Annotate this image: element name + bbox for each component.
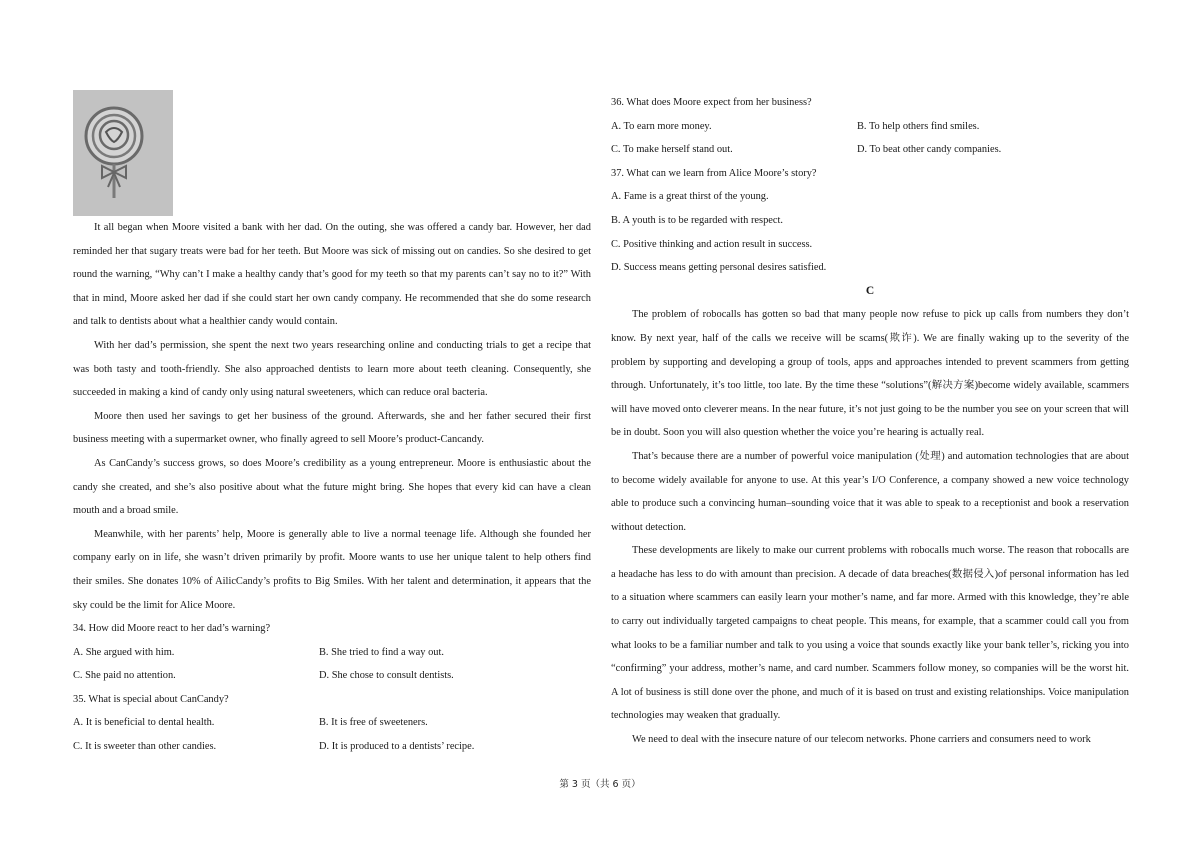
option-b: B. She tried to find a way out. — [319, 646, 444, 658]
option-a: A. To earn more money. — [611, 120, 712, 132]
question-34-options-row-1 — [73, 641, 591, 665]
option-b: B. A youth is to be regarded with respect. — [611, 214, 783, 226]
option-c: C. To make herself stand out. — [611, 144, 733, 156]
option-b: B. It is free of sweeteners. — [319, 717, 428, 729]
section-heading-c: C — [865, 284, 875, 297]
passage-paragraph: That’s because there are a number of powerful voice manipulation (处理) and automation technologies that are about to become widely available for anyone to use. At this year’s I/O Conference, a company showed a new voice technology able to produce such a convincing human–sounding voice that it was able to speak to a receptionist and book a reservation without detection. — [611, 450, 1129, 533]
question-37: 37. What can we learn from Alice Moore’s story? — [611, 167, 817, 179]
left-column — [73, 90, 591, 759]
question-35-options-row-1 — [73, 711, 591, 735]
page-number-footer: 第 3 页（共 6 页） — [559, 779, 641, 790]
option-c: C. It is sweeter than other candies. — [73, 741, 217, 753]
option-d: D. To beat other candy companies. — [857, 144, 1002, 156]
option-c: C. Positive thinking and action result in success. — [611, 238, 813, 250]
passage-paragraph: As CanCandy’s success grows, so does Moore’s credibility as a young entrepreneur. Moore is enthusiastic about the candy she created, and she’s also positive about what the future might bring. She hopes that every kid can have a clean mouth and a broad smile. — [73, 457, 591, 517]
option-d: D. It is produced to a dentists’ recipe. — [319, 741, 475, 753]
passage-paragraph: Meanwhile, with her parents’ help, Moore is generally able to live a normal teenage life. Although she founded her company early on in life, she wasn’t driven primarily by profit. Moore wants to use her unique talent to help others find their smiles. She donates 10% of AilicCandy’s profits to Big Smiles. With her talent and determination, it appears that the sky could be the limit for Alice Moore. — [73, 528, 591, 611]
question-36-options-row-1 — [611, 115, 1129, 139]
question-35-options-row-2 — [73, 735, 591, 759]
passage-paragraph: It all began when Moore visited a bank with her dad. On the outing, she was offered a candy bar. However, her dad reminded her that sugary treats were bad for her teeth. But Moore was sick of missing out on candies. So she desired to get round the warning, “Why can’t I make a healthy candy that’s good for my teeth so that my parents can’t say no to it?” With that in mind, Moore asked her dad if she could start her own candy company. He recommended that she do some research and talk to dentists about what a healthier candy would contain. — [73, 222, 591, 328]
question-34: 34. How did Moore react to her dad’s warning? — [73, 623, 271, 635]
right-column — [611, 91, 1129, 752]
question-36: 36. What does Moore expect from her business? — [611, 97, 812, 108]
question-34-options-row-2 — [73, 664, 591, 688]
option-c: C. She paid no attention. — [73, 670, 176, 682]
passage-paragraph: Moore then used her savings to get her business of the ground. Afterwards, she and her father secured their first business meeting with a supermarket owner, who finally agreed to sell Moore’s product-Cancandy. — [73, 410, 591, 446]
question-35: 35. What is special about CanCandy? — [73, 693, 229, 705]
passage-paragraph: With her dad’s permission, she spent the next two years researching online and conducting trials to get a recipe that was both tasty and tooth-friendly. She also approached dentists to learn more about teeth cleaning. Consequently, she succeeded in making a kind of candy only using natural sweeteners, which can reduce oral bacteria. — [73, 339, 591, 399]
passage-paragraph: We need to deal with the insecure nature of our telecom networks. Phone carriers and consumers need to work — [632, 734, 1091, 746]
option-d: D. She chose to consult dentists. — [319, 670, 454, 682]
option-a: A. It is beneficial to dental health. — [73, 717, 215, 729]
lollipop-illustration — [73, 90, 173, 216]
lollipop-image — [73, 90, 173, 216]
option-a: A. She argued with him. — [73, 646, 175, 658]
option-d: D. Success means getting personal desires satisfied. — [611, 262, 827, 274]
passage-paragraph: The problem of robocalls has gotten so bad that many people now refuse to pick up calls from numbers they don’t know. By next year, half of the calls we receive will be scams(欺诈). We are finally waking up to the severity of the problem by supporting and developing a group of tools, apps and approaches intended to prevent scammers from getting through. Unfortunately, it’s too little, too late. By the time these “solutions”(解决方案)become widely available, scammers will have moved onto cleverer means. In the near future, it’s not just going to be the number you see on your screen that will be in doubt. Soon you will also question whether the voice you’re hearing is actually real. — [611, 309, 1129, 439]
question-36-options-row-2 — [611, 138, 1129, 162]
option-b: B. To help others find smiles. — [857, 120, 980, 132]
passage-paragraph: These developments are likely to make our current problems with robocalls much worse. The reason that robocalls are a headache has less to do with amount than precision. A decade of data breaches(数据侵入)of personal information has led to a situation where scammers can easily learn your mother’s name, and far more. Armed with this knowledge, they’re able to carry out individually targeted campaigns to cheat people. This means, for example, that a scammer could call you from what looks to be a familiar number and talk to you using a voice that sounds exactly like your bank teller’s, ricking you into “confirming” your address, mother’s name, and card number. Scammers follow money, so companies will be the worst hit. A lot of business is still done over the phone, and much of it is based on trust and existing relationships. Voice manipulation technologies may weaken that gradually. — [611, 545, 1129, 722]
option-a: A. Fame is a great thirst of the young. — [611, 191, 769, 203]
